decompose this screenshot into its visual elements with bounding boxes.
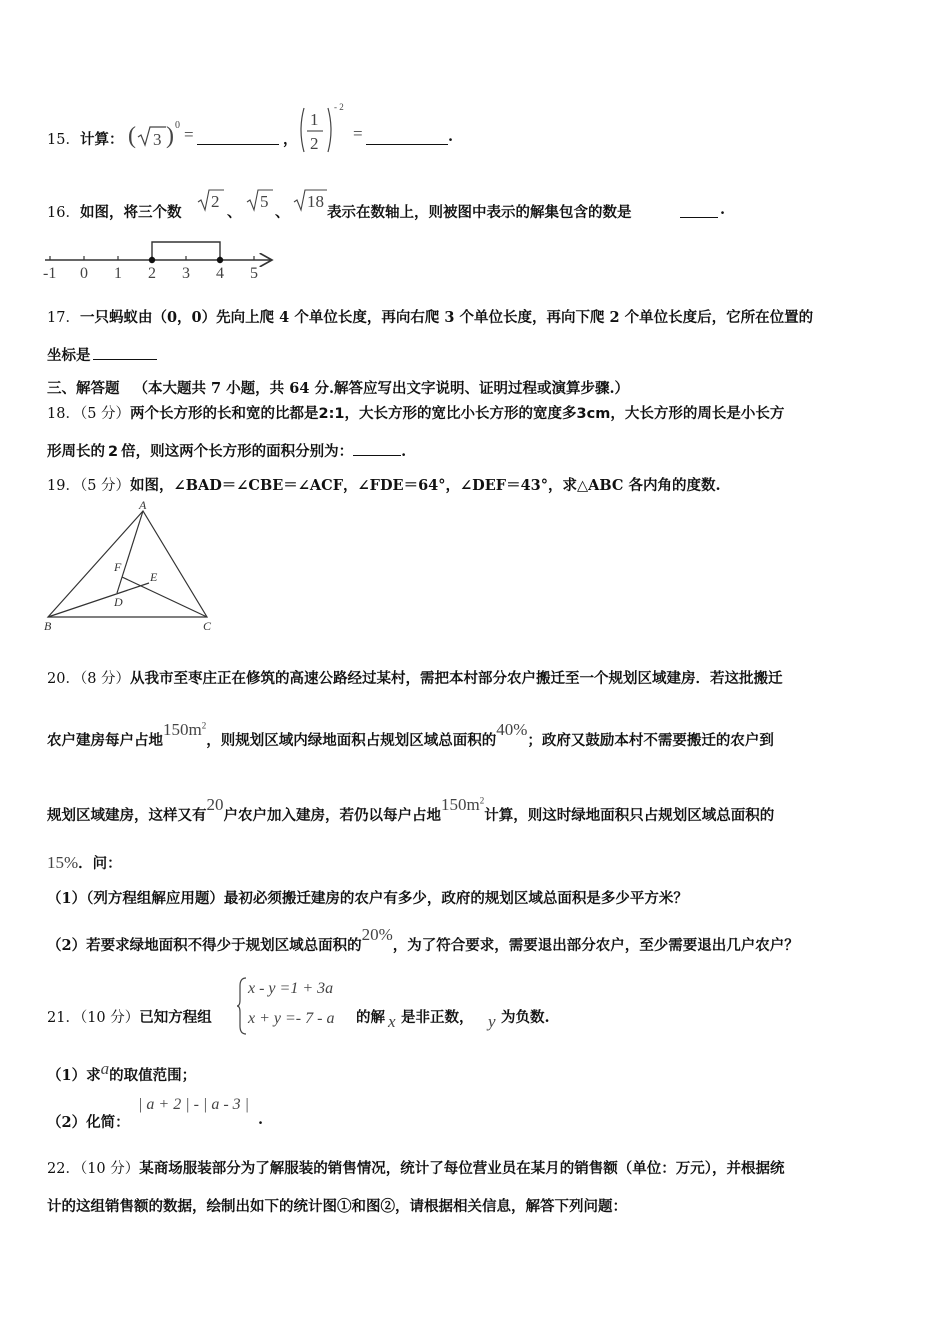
q16-line (47, 201, 181, 222)
q16-part1: 如图，将三个数 (79, 204, 182, 221)
q18-line1 (47, 402, 784, 423)
q20-count: 20 (206, 795, 224, 814)
q21-line (47, 1006, 212, 1027)
triangle-abc (48, 511, 207, 617)
q15-frac-num: 1 (310, 110, 319, 129)
q20-sub2 (47, 925, 799, 955)
q18-times: 2 (108, 444, 119, 460)
q16-sep2: 、 (275, 204, 290, 221)
q21-text-a: 已知方程组 (139, 1009, 212, 1026)
q22-line1 (47, 1157, 785, 1178)
q18-answer-blank[interactable] (353, 441, 401, 456)
q15-label: 计算： (79, 131, 124, 148)
q18-number: 18． (47, 406, 80, 422)
left-paren: ( (128, 123, 136, 149)
interval-endpoint (217, 257, 223, 263)
q15-comma: ， (283, 131, 298, 148)
label-d: D (114, 595, 123, 609)
q16-sqrt5 (245, 186, 275, 214)
q21-sub1-text-b: 的取值范围； (109, 1067, 197, 1084)
q15-equals1: = (184, 125, 194, 144)
q18-text-b: ，大长方形的宽比小长方形的宽度多 (344, 405, 577, 422)
q18-score: （5 分） (79, 406, 131, 422)
axis-tick-label: 4 (216, 265, 224, 282)
q20-line1 (47, 667, 783, 688)
q15-period: . (448, 128, 454, 145)
q22-number: 22． (47, 1161, 80, 1177)
q15-exponent2: - 2 (334, 102, 344, 112)
q21-equation-2: x + y =- 7 - a (248, 1010, 335, 1027)
q20-percent-1: 40% (496, 720, 528, 739)
q20-sub1: （1）（列方程组解应用题）最初必须搬迁建房的农户有多少，政府的规划区域总面积是多少平方米？ (47, 890, 688, 907)
q19-triangle-figure (40, 498, 220, 638)
q20-text-2b: ，则规划区域内绿地面积占规划区域总面积的 (206, 732, 497, 749)
q20-text-1: 从我市至枣庄正在修筑的高速公路经过某村，需把本村部分农户搬迁至一个规划区域建房．若这批搬迁 (130, 670, 783, 687)
q15-fraction-power (296, 100, 356, 156)
q20-text-3c: 计算，则这时绿地面积只占规划区域总面积的 (484, 807, 775, 824)
q20-text-4: ．问： (78, 855, 122, 872)
q17-line1 (47, 306, 813, 327)
q16-radicand-2: 5 (260, 192, 269, 211)
q21-period: . (258, 1111, 264, 1128)
right-paren: ) (166, 123, 174, 149)
q21-sub1 (47, 1059, 197, 1085)
q21-var-y: y (488, 1012, 496, 1031)
q20-area-1: $150m^2$ (163, 720, 207, 739)
q17-text-2: 坐标是 (47, 347, 91, 364)
label-a: A (139, 498, 147, 512)
q15-line (47, 128, 123, 149)
label-b: B (44, 619, 52, 633)
number-line (40, 236, 280, 286)
label-c: C (203, 619, 212, 633)
q22-score: （10 分） (79, 1161, 140, 1177)
q20-line3 (47, 795, 775, 825)
q22-line2: 计的这组销售额的数据，绘制出如下的统计图①和图②，请根据相关信息，解答下列问题： (47, 1198, 627, 1215)
label-e: E (150, 570, 158, 584)
q18-period: . (401, 443, 407, 460)
q16-number: 16． (47, 205, 80, 221)
q18-text-2a: 形周长的 (47, 443, 105, 460)
q20-line4 (47, 852, 122, 873)
q20-percent-2: 15% (47, 853, 79, 872)
q16-radicand-1: 2 (211, 192, 220, 211)
q18-text-c: ，大长方形的周长是小长方 (610, 405, 785, 422)
interval-endpoint (149, 257, 155, 263)
q17-line2 (47, 344, 157, 365)
q20-text-3b: 户农户加入建房，若仍以每户占地 (223, 807, 441, 824)
q17-text-1: 一只蚂蚁由（0，0）先向上爬 4 个单位长度，再向右爬 3 个单位长度，再向下爬 2 个单位长度后，它所在位置的 (79, 309, 814, 326)
q16-period: . (720, 201, 726, 218)
left-paren (301, 108, 304, 152)
q19-number: 19． (47, 478, 80, 494)
q18-ratio: 2:1 (318, 406, 345, 422)
q18-line2 (47, 440, 406, 461)
q16-radicand-3: 18 (307, 192, 324, 211)
q17-answer-blank[interactable] (93, 345, 157, 360)
axis-tick-label: 3 (182, 265, 190, 282)
q21-sub2: （2）化简： (47, 1114, 130, 1131)
q18-text-2b: 倍，则这两个长方形的面积分别为： (121, 443, 354, 460)
q18-length: 3cm (576, 406, 611, 422)
q15-answer-blank-1[interactable] (197, 130, 279, 145)
q21-text-d: 为负数. (501, 1009, 550, 1026)
q15-number: 15． (47, 132, 80, 148)
q21-number: 21． (47, 1010, 80, 1026)
q21-abs-expression: | a + 2 | - | a - 3 | (138, 1096, 250, 1113)
axis-tick-label: 2 (148, 265, 156, 282)
q15-answer-blank-2[interactable] (366, 130, 448, 145)
right-paren (328, 108, 331, 152)
section3-note: （本大题共 7 小题，共 64 分.解答应写出文字说明、证明过程或演算步骤.） (133, 380, 630, 397)
q16-part2: 表示在数轴上，则被图中表示的解集包含的数是 (327, 204, 632, 221)
q19-text: 如图，∠BAD＝∠CBE＝∠ACF，∠FDE＝64°，∠DEF＝43°，求△ABC 各内角的度数. (130, 477, 721, 494)
q21-var-x: x (388, 1012, 396, 1031)
q22-text-1: 某商场服装部分为了解服装的销售情况，统计了每位营业员在某月的销售额（单位：万元），并根据统 (139, 1160, 785, 1177)
q19-score: （5 分） (79, 478, 131, 494)
q20-sub2-text-b: ，为了符合要求，需要退出部分农户，至少需要退出几户农户？ (392, 937, 799, 954)
q16-sqrt18 (292, 186, 328, 214)
q15-base: 3 (153, 130, 162, 149)
q21-text-c: 是非正数， (401, 1009, 474, 1026)
axis-tick-label: 0 (80, 265, 88, 282)
q20-sub2-text-a: （2）若要求绿地面积不得少于规划区域总面积的 (47, 937, 362, 954)
axis-tick-label: -1 (43, 265, 57, 282)
q20-text-2c: ；政府又鼓励本村不需要搬迁的农户到 (527, 732, 774, 749)
section3-heading (47, 377, 629, 398)
q21-text-b: 的解 (356, 1009, 385, 1026)
q20-text-2a: 农户建房每户占地 (47, 732, 163, 749)
label-f: F (114, 560, 122, 574)
q20-line2 (47, 720, 774, 750)
q16-sep1: 、 (227, 204, 242, 221)
q15-sqrt3-power0 (126, 115, 206, 155)
q21-sub1-text-a: （1）求 (47, 1067, 101, 1084)
q20-percent-3: 20% (361, 925, 393, 944)
q19-line (47, 474, 721, 495)
q21-score: （10 分） (79, 1010, 140, 1026)
q16-sqrt2 (196, 186, 226, 214)
section3-title: 三、解答题 (47, 380, 120, 397)
q21-equation-1: x - y =1 + 3a (248, 980, 334, 997)
q15-exponent0: 0 (175, 120, 180, 131)
q16-answer-blank[interactable] (680, 203, 718, 218)
q15-equals2: = (353, 124, 363, 143)
q18-text-a: 两个长方形的长和宽的比都是 (130, 405, 319, 422)
sqrt-sign (138, 127, 166, 145)
q20-text-3a: 规划区域建房，这样又有 (47, 807, 207, 824)
q20-number: 20． (47, 671, 80, 687)
q21-var-a: a (100, 1059, 110, 1078)
q20-area-2: $150m^2$ (441, 795, 485, 814)
axis-tick-label: 5 (250, 265, 258, 282)
q20-score: （8 分） (79, 671, 131, 687)
q17-number: 17． (47, 310, 80, 326)
q21-system-brace (236, 976, 248, 1036)
axis-tick-label: 1 (114, 265, 122, 282)
q15-frac-den: 2 (310, 134, 319, 153)
